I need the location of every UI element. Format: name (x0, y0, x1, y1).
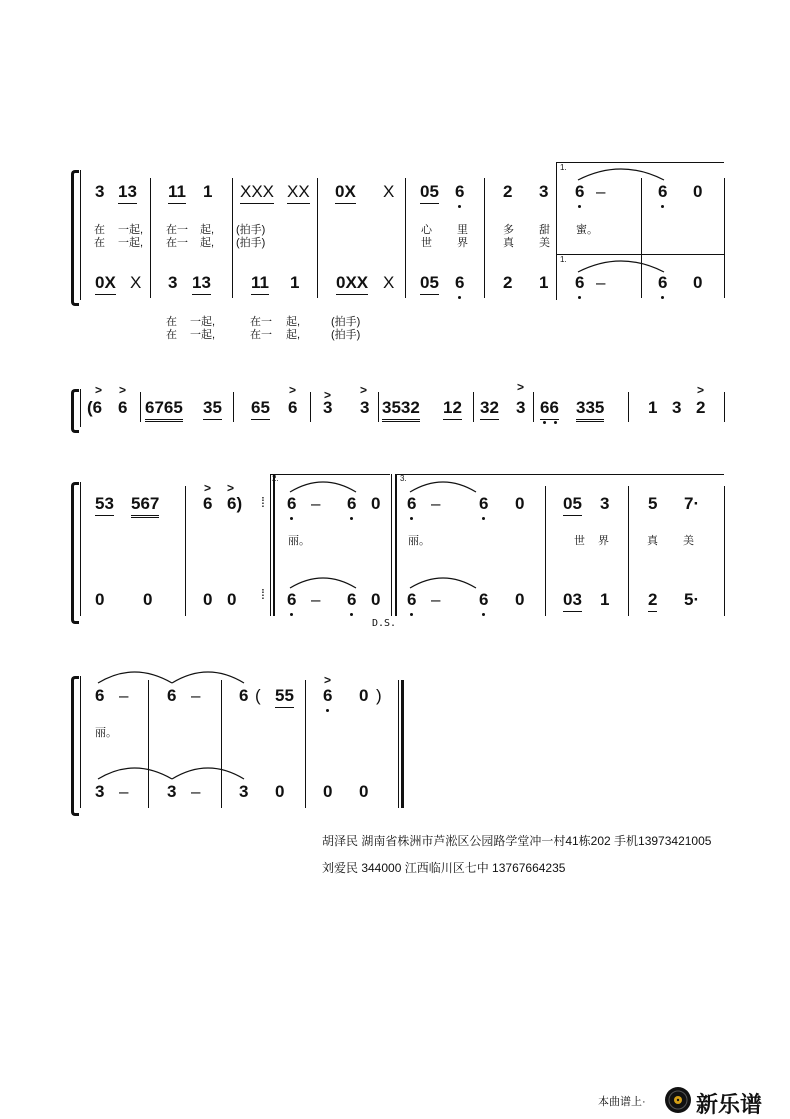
note: 1 (600, 590, 610, 609)
note: 7· (684, 494, 700, 513)
note: 0XX (336, 273, 368, 295)
note: 6 (658, 182, 668, 201)
lyric: 美 (539, 237, 550, 249)
author-info-1: 胡泽民 湖南省株洲市芦淞区公园路学堂冲一村41栋202 手机13973421005 (322, 834, 712, 848)
note: 6 (455, 182, 465, 201)
lyric: (拍手) (331, 329, 361, 341)
lyric: 多 (503, 224, 514, 236)
note: 0 (515, 494, 525, 513)
system-bracket (71, 170, 79, 306)
final-barline (398, 680, 399, 808)
note: 66 (540, 398, 559, 420)
note: 05 (420, 273, 439, 295)
note: – (311, 494, 321, 513)
final-barline (401, 680, 404, 808)
note: 55 (275, 686, 294, 708)
barline (641, 178, 642, 298)
volta-label: 2. (272, 474, 279, 483)
lyric: 在一 (250, 316, 272, 328)
lower-octave-dot (554, 421, 557, 424)
barline (395, 474, 397, 616)
note: 35 (203, 398, 222, 420)
volta-bracket (556, 162, 724, 163)
note: 05 (563, 494, 582, 516)
accent-mark: > (324, 388, 332, 402)
note: 6 (407, 590, 417, 609)
note: 3 (539, 182, 549, 201)
note: 6 (347, 590, 357, 609)
note: 53 (95, 494, 114, 516)
barline (80, 676, 81, 808)
lyric: 在 (94, 224, 105, 236)
note: 0 (359, 782, 369, 801)
barline (628, 392, 629, 422)
lower-octave-dot (290, 613, 293, 616)
barline (533, 392, 534, 422)
note: 05 (420, 182, 439, 204)
lyric: 起, (286, 329, 301, 341)
volta-bracket (270, 474, 390, 475)
note: 1 (539, 273, 549, 292)
note: 11 (251, 273, 269, 295)
barline (473, 392, 474, 422)
lyric: 里 (457, 224, 468, 236)
note: 2 (503, 182, 513, 201)
barline (628, 486, 629, 616)
volta-label: 3. (400, 474, 407, 483)
note: 6 (95, 686, 105, 705)
lyric: 丽。 (95, 727, 117, 739)
note: X (383, 182, 395, 201)
note: 11 (168, 182, 186, 204)
barline (270, 474, 271, 616)
note: 0 (515, 590, 525, 609)
accent-mark: > (289, 383, 297, 397)
volta-bracket (556, 254, 724, 255)
tie-slur (288, 478, 358, 494)
note: 6) (227, 494, 243, 513)
barline (148, 680, 149, 808)
note: 12 (443, 398, 462, 420)
tie-slur (576, 256, 666, 274)
lower-octave-dot (350, 517, 353, 520)
note: 6 (575, 273, 585, 292)
lyric: 真 (503, 237, 514, 249)
note: 32 (480, 398, 499, 420)
barline (305, 680, 306, 808)
note: 1 (203, 182, 213, 201)
lower-octave-dot (410, 613, 413, 616)
note: 2 (503, 273, 513, 292)
barline (545, 486, 546, 616)
note: 5· (684, 590, 700, 609)
note: 1 (290, 273, 300, 292)
barline (405, 178, 406, 298)
note: 3 (323, 398, 333, 417)
barline (80, 482, 81, 616)
note: 3 (168, 273, 178, 292)
lyric: 起, (200, 237, 215, 249)
accent-mark: > (324, 673, 332, 687)
lyric: 起, (286, 316, 301, 328)
lyric: 在一 (250, 329, 272, 341)
note: 6 (455, 273, 465, 292)
note: 3532 (382, 398, 420, 422)
note: 6765 (145, 398, 183, 422)
note: 3 (95, 782, 105, 801)
note: ) (376, 686, 382, 705)
lyric: 世 (574, 535, 585, 547)
tie-slur (288, 574, 358, 590)
note: 2 (648, 590, 657, 612)
repeat-sign: ⁞ (261, 586, 265, 602)
note: 3 (95, 182, 105, 201)
note: 5 (648, 494, 658, 513)
note: 6 (575, 182, 585, 201)
note: 0 (203, 590, 213, 609)
lyric: 甜 (539, 224, 550, 236)
note: 0X (335, 182, 356, 204)
note: 0 (227, 590, 237, 609)
note: 567 (131, 494, 159, 518)
system-bracket (71, 676, 79, 816)
lower-octave-dot (578, 296, 581, 299)
barline (273, 474, 275, 616)
lyric: 在 (166, 316, 177, 328)
barline (150, 178, 151, 298)
note: 13 (118, 182, 137, 204)
note: 6 (203, 494, 213, 513)
barline (724, 392, 725, 422)
note: XXX (240, 182, 274, 204)
barline (724, 486, 725, 616)
note: 0 (359, 686, 369, 705)
barline (185, 486, 186, 616)
note: 3 (600, 494, 610, 513)
note: 0 (693, 273, 703, 292)
credit-text: 本曲谱上· (598, 1096, 646, 1108)
note: 3 (239, 782, 249, 801)
note: 6 (479, 590, 489, 609)
note: – (119, 782, 129, 801)
note: 0 (371, 494, 381, 513)
note: 6 (288, 398, 298, 417)
lyric: 一起, (190, 329, 216, 341)
barline (391, 474, 392, 616)
lyric: 世 (421, 237, 432, 249)
note: 13 (192, 273, 211, 295)
barline (80, 389, 81, 427)
lyric: 在 (94, 237, 105, 249)
system-bracket (71, 389, 79, 433)
lower-octave-dot (350, 613, 353, 616)
note: 3 (360, 398, 370, 417)
site-logo[interactable]: 新乐谱 (696, 1092, 763, 1117)
note: 0 (371, 590, 381, 609)
note: 0 (275, 782, 285, 801)
lyric: 一起, (118, 224, 144, 236)
accent-mark: > (95, 383, 103, 397)
note: 6 (323, 686, 333, 705)
note: 1 (648, 398, 658, 417)
note: 3 (516, 398, 526, 417)
note: XX (287, 182, 310, 204)
note: – (191, 686, 201, 705)
note: 3 (672, 398, 682, 417)
repeat-sign: ⁞ (261, 494, 265, 510)
vinyl-record-icon (664, 1086, 692, 1114)
system-bracket (71, 482, 79, 624)
note: 0 (693, 182, 703, 201)
note: – (191, 782, 201, 801)
lower-octave-dot (661, 296, 664, 299)
tie-slur (96, 761, 246, 781)
note: 0 (95, 590, 105, 609)
note: 0 (143, 590, 153, 609)
lower-octave-dot (458, 205, 461, 208)
accent-mark: > (119, 383, 127, 397)
lyric: 美 (683, 535, 694, 547)
tie-slur (96, 665, 246, 685)
note: – (596, 182, 606, 201)
barline (724, 178, 725, 298)
barline (80, 170, 81, 300)
lyric: 在一 (166, 237, 188, 249)
lower-octave-dot (543, 421, 546, 424)
lower-octave-dot (326, 709, 329, 712)
lyric: 在 (166, 329, 177, 341)
lyric: 蜜。 (576, 224, 598, 236)
barline (310, 392, 311, 422)
lower-octave-dot (482, 613, 485, 616)
tie-slur (576, 164, 666, 182)
barline (140, 392, 141, 422)
note: (6 (87, 398, 103, 417)
volta-label: 1. (560, 255, 567, 264)
tie-slur (408, 574, 478, 590)
barline (233, 392, 234, 422)
lyric: 真 (647, 535, 658, 547)
note: 6 (347, 494, 357, 513)
note: – (311, 590, 321, 609)
volta-label: 1. (560, 163, 567, 172)
barline (317, 178, 318, 298)
barline (484, 178, 485, 298)
lyric: 一起, (190, 316, 216, 328)
note: 0 (323, 782, 333, 801)
barline (221, 680, 222, 808)
note: 6 (287, 494, 297, 513)
lyric: (拍手) (236, 237, 266, 249)
lyric: (拍手) (236, 224, 266, 236)
note: 3 (167, 782, 177, 801)
accent-mark: > (697, 383, 705, 397)
lower-octave-dot (661, 205, 664, 208)
lyric: (拍手) (331, 316, 361, 328)
lyric: 界 (598, 535, 609, 547)
note: 335 (576, 398, 604, 422)
note: ( (255, 686, 261, 705)
lyric: 界 (457, 237, 468, 249)
note: – (119, 686, 129, 705)
lyric: 一起, (118, 237, 144, 249)
note: 65 (251, 398, 270, 420)
note: 0X (95, 273, 116, 295)
note: 6 (658, 273, 668, 292)
barline (378, 392, 379, 422)
accent-mark: > (517, 380, 525, 394)
volta-bracket (395, 474, 724, 475)
lyric: 丽。 (288, 535, 310, 547)
lower-octave-dot (458, 296, 461, 299)
note: 6 (287, 590, 297, 609)
lower-octave-dot (410, 517, 413, 520)
lower-octave-dot (290, 517, 293, 520)
note: 6 (118, 398, 128, 417)
note: 6 (407, 494, 417, 513)
barline (232, 178, 233, 298)
note: – (431, 494, 441, 513)
barline (556, 162, 557, 300)
accent-mark: > (204, 481, 212, 495)
note: 6 (479, 494, 489, 513)
note: 6 (167, 686, 177, 705)
ds-marking: D.S. (372, 618, 397, 629)
tie-slur (408, 478, 478, 494)
note: X (130, 273, 142, 292)
note: – (596, 273, 606, 292)
lyric: 心 (421, 224, 432, 236)
note: 6 (239, 686, 249, 705)
accent-mark: > (360, 383, 368, 397)
lower-octave-dot (482, 517, 485, 520)
note: – (431, 590, 441, 609)
lyric: 丽。 (408, 535, 430, 547)
accent-mark: > (227, 481, 235, 495)
lyric: 在一 (166, 224, 188, 236)
lower-octave-dot (578, 205, 581, 208)
note: 2 (696, 398, 706, 417)
note: 03 (563, 590, 582, 612)
author-info-2: 刘爱民 344000 江西临川区七中 13767664235 (322, 861, 566, 875)
note: X (383, 273, 395, 292)
lyric: 起, (200, 224, 215, 236)
